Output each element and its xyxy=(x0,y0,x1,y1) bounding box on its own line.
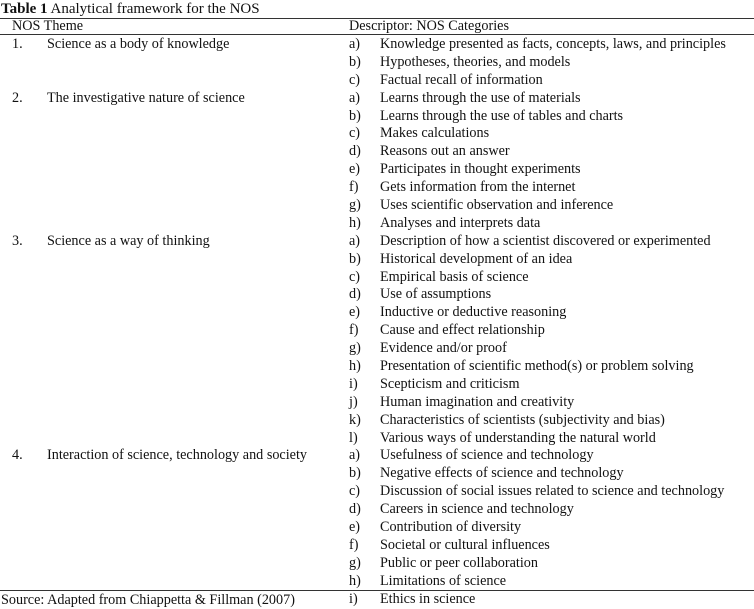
theme-name: Interaction of science, technology and society xyxy=(47,447,308,464)
category-letter: k) xyxy=(349,411,361,428)
theme-name: Science as a body of knowledge xyxy=(47,36,230,52)
table-row xyxy=(0,54,754,72)
category-text: Limitations of science xyxy=(380,572,507,589)
theme-name: The investigative nature of science xyxy=(47,89,245,106)
category-letter: f) xyxy=(349,179,359,196)
table-row xyxy=(0,430,754,448)
category-letter: a) xyxy=(349,447,361,464)
table-row xyxy=(0,36,754,54)
category-letter: g) xyxy=(349,197,361,214)
category-letter: d) xyxy=(349,143,361,160)
category-text: Empirical basis of science xyxy=(380,268,529,285)
category-text: Historical development of an idea xyxy=(380,250,573,267)
category-text: Makes calculations xyxy=(380,125,490,142)
table-row xyxy=(0,197,754,215)
category-text: Learns through the use of materials xyxy=(380,89,581,106)
category-letter: i) xyxy=(349,375,358,392)
table-row xyxy=(0,72,754,90)
category-letter: e) xyxy=(349,304,361,321)
category-letter: c) xyxy=(349,125,361,142)
table-row xyxy=(0,90,754,108)
source-note: Source: Adapted from Chiappetta & Fillman (2007) xyxy=(1,592,295,608)
table-row xyxy=(0,501,754,519)
category-letter: c) xyxy=(349,71,361,88)
category-text: Inductive or deductive reasoning xyxy=(380,304,567,321)
table-row xyxy=(0,358,754,376)
category-letter: g) xyxy=(349,340,361,357)
table-body xyxy=(0,36,754,609)
table-row xyxy=(0,537,754,555)
category-text: Contribution of diversity xyxy=(380,519,522,536)
category-letter: b) xyxy=(349,53,361,70)
table-row xyxy=(0,215,754,233)
category-letter: h) xyxy=(349,358,361,375)
category-text: Usefulness of science and technology xyxy=(380,447,594,464)
category-letter: g) xyxy=(349,554,361,571)
category-text: Scepticism and criticism xyxy=(380,375,520,392)
category-letter: d) xyxy=(349,501,361,518)
table-row xyxy=(0,555,754,573)
category-text: Ethics in science xyxy=(380,590,476,607)
category-letter: a) xyxy=(349,36,361,52)
table-row xyxy=(0,233,754,251)
table-caption xyxy=(1,0,260,18)
category-letter: b) xyxy=(349,250,361,267)
table-row xyxy=(0,269,754,287)
category-letter: e) xyxy=(349,519,361,536)
table-row xyxy=(0,573,754,591)
category-text: Public or peer collaboration xyxy=(380,554,538,571)
table-row xyxy=(0,376,754,394)
category-letter: f) xyxy=(349,322,359,339)
category-text: Description of how a scientist discovered or experimented xyxy=(380,232,711,249)
table-label: Table 1 xyxy=(1,1,48,17)
category-text: Cause and effect relationship xyxy=(380,322,545,339)
table-row xyxy=(0,465,754,483)
theme-name: Science as a way of thinking xyxy=(47,232,210,249)
category-text: Discussion of social issues related to science and technology xyxy=(380,483,725,500)
table-row xyxy=(0,447,754,465)
table-row xyxy=(0,412,754,430)
category-letter: h) xyxy=(349,214,361,231)
category-letter: e) xyxy=(349,161,361,178)
category-letter: a) xyxy=(349,89,361,106)
table-row xyxy=(0,519,754,537)
table-row xyxy=(0,304,754,322)
category-letter: b) xyxy=(349,465,361,482)
category-text: Learns through the use of tables and charts xyxy=(380,107,624,124)
table-row xyxy=(0,179,754,197)
category-text: Knowledge presented as facts, concepts, laws, and principles xyxy=(380,36,726,52)
category-letter: i) xyxy=(349,590,358,607)
category-letter: a) xyxy=(349,232,361,249)
category-text: Negative effects of science and technology xyxy=(380,465,624,482)
table-row xyxy=(0,161,754,179)
category-letter: h) xyxy=(349,572,361,589)
theme-number: 2. xyxy=(12,89,23,106)
table-row xyxy=(0,340,754,358)
category-text: Uses scientific observation and inference xyxy=(380,197,614,214)
category-text: Reasons out an answer xyxy=(380,143,510,160)
table-row xyxy=(0,286,754,304)
header-rule xyxy=(0,34,754,35)
category-text: Characteristics of scientists (subjectivity and bias) xyxy=(380,411,665,428)
header-descriptor: Descriptor: NOS Categories xyxy=(349,18,509,34)
category-text: Human imagination and creativity xyxy=(380,393,575,410)
table-row xyxy=(0,108,754,126)
category-text: Factual recall of information xyxy=(380,71,543,88)
category-text: Hypotheses, theories, and models xyxy=(380,53,571,70)
category-text: Presentation of scientific method(s) or problem solving xyxy=(380,358,694,375)
category-text: Analyses and interprets data xyxy=(380,214,541,231)
category-text: Gets information from the internet xyxy=(380,179,576,196)
category-text: Participates in thought experiments xyxy=(380,161,581,178)
table-row xyxy=(0,143,754,161)
category-letter: l) xyxy=(349,429,358,446)
header-nos-theme: NOS Theme xyxy=(12,18,84,34)
category-letter: j) xyxy=(349,393,358,410)
category-text: Use of assumptions xyxy=(380,286,492,303)
table-row xyxy=(0,251,754,269)
table-row xyxy=(0,125,754,143)
table-row xyxy=(0,394,754,412)
category-letter: d) xyxy=(349,286,361,303)
category-text: Various ways of understanding the natural world xyxy=(380,429,656,446)
category-text: Evidence and/or proof xyxy=(380,340,507,357)
table-row xyxy=(0,322,754,340)
category-text: Societal or cultural influences xyxy=(380,536,550,553)
category-text: Careers in science and technology xyxy=(380,501,574,518)
table-title: Analytical framework for the NOS xyxy=(50,1,260,17)
table-row xyxy=(0,483,754,501)
category-letter: f) xyxy=(349,536,359,553)
category-letter: b) xyxy=(349,107,361,124)
theme-number: 4. xyxy=(12,447,23,464)
theme-number: 3. xyxy=(12,232,23,249)
theme-number: 1. xyxy=(12,36,23,52)
category-letter: c) xyxy=(349,483,361,500)
category-letter: c) xyxy=(349,268,361,285)
